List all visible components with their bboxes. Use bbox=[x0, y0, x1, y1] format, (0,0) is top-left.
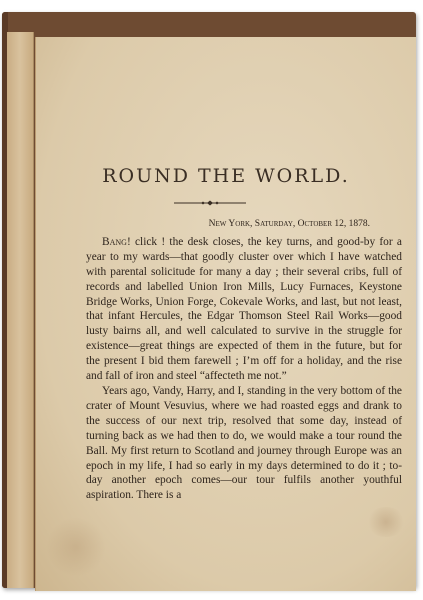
page-stain bbox=[366, 507, 406, 537]
dateline: New York, Saturday, October 12, 1878. bbox=[208, 219, 370, 229]
chapter-title: ROUND THE WORLD. bbox=[102, 165, 350, 187]
paragraph-2: Years ago, Vandy, Harry, and I, standing in the very bottom of the crater of Mount Vesuvius, where we had roasted eggs and drank to the success of our next trip, resolved that some day, instead of turning back as we had then to do, we would make a tour round the Ball. My first return to Scotland and journey through Europe was an epoch in my life, I had so early in my days determined to do it ; to-day another epoch comes—our tour fulfils another youthful aspiration. There is a bbox=[86, 384, 402, 502]
body-text bbox=[86, 217, 402, 503]
paragraph-1 bbox=[86, 235, 402, 384]
book-page bbox=[35, 37, 416, 591]
paragraph-1-text: ! click ! the desk closes, the key turns, and good-by for a year to my wards—that goodly cluster over which I have watched with parental solicitude for many a day ; their several cribs, full of records and labelled Union Iron Mills, Lucy Furnaces, Keystone Bridge Works, Union Forge, Cokevale Works, and last, but not least, that infant Hercules, the Edgar Thomson Steel Rail Works—good lusty bairns all, and well calculated to survive in the struggle for existence—great things are expected of them in the future, but for the present I bid them farewell ; I’m off for a holiday, and the rise and fall of iron and steel “affecteth me not.” bbox=[86, 235, 402, 383]
book bbox=[2, 12, 416, 588]
drop-word: Bang bbox=[102, 235, 127, 248]
page-stain bbox=[46, 517, 106, 577]
left-page-edge bbox=[7, 32, 34, 588]
title-ornament bbox=[174, 199, 246, 207]
